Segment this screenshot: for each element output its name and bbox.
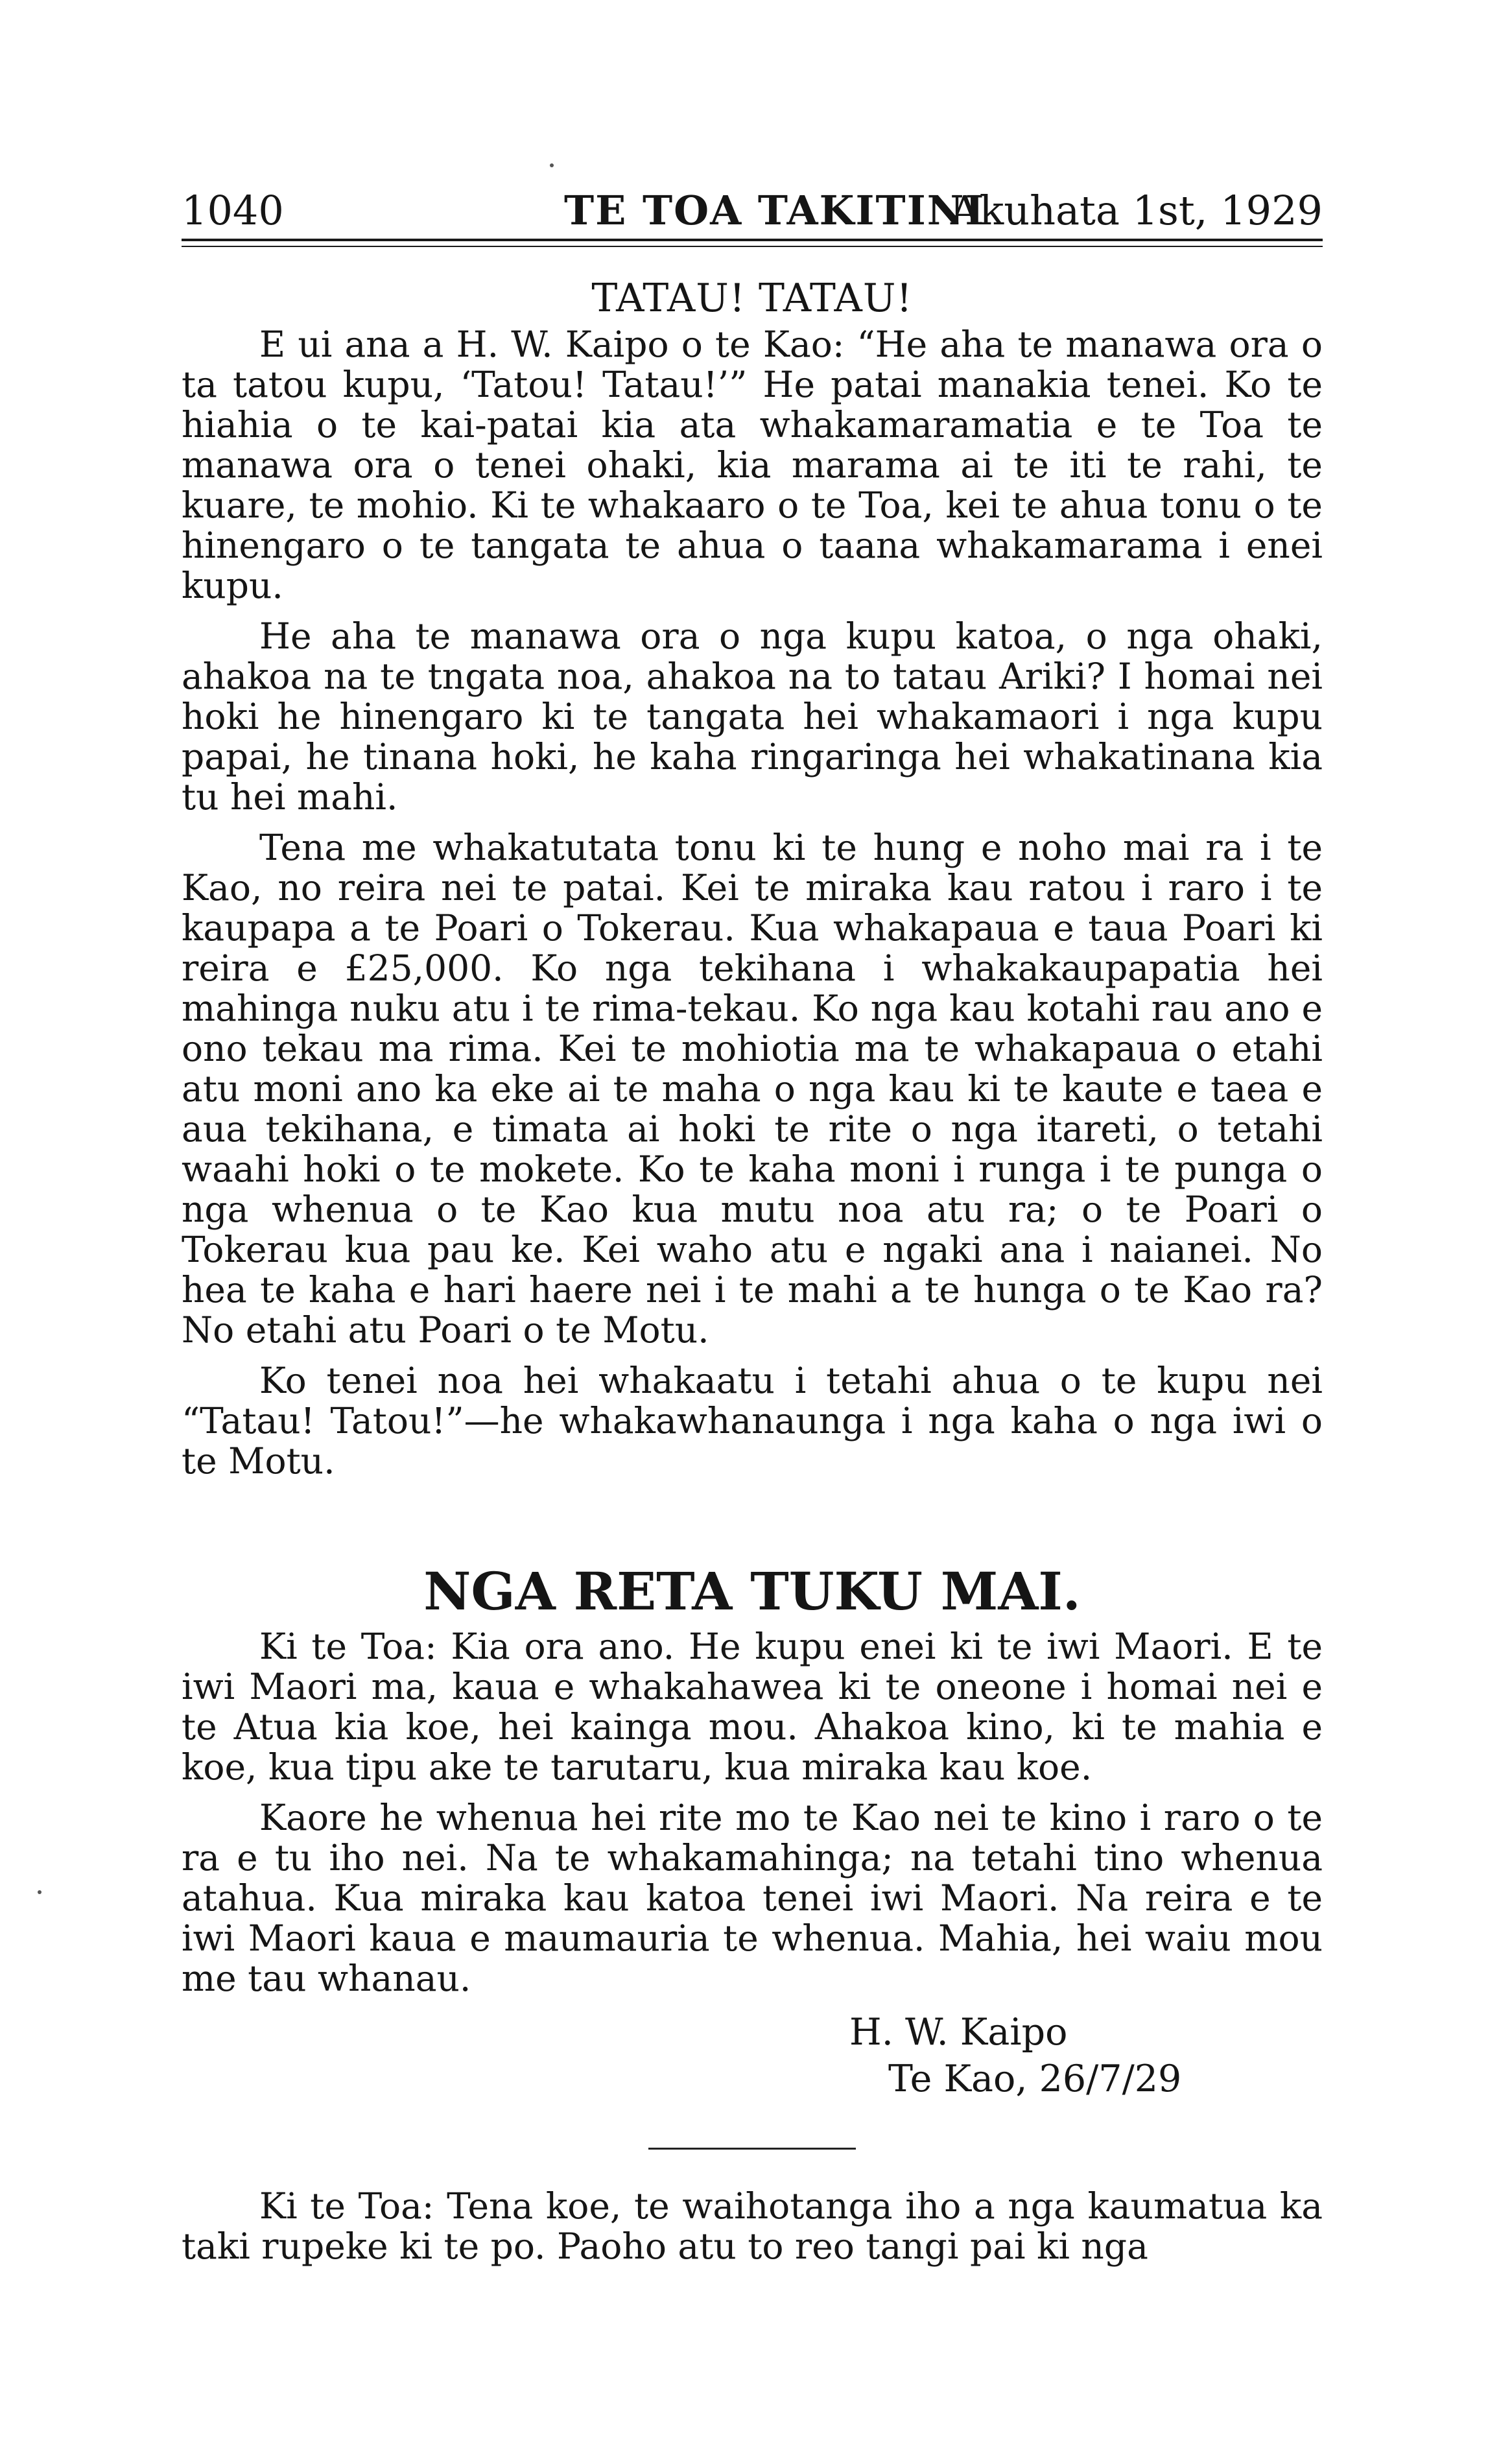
article-paragraph: He aha te manawa ora o nga kupu katoa, o nga ohaki, ahakoa na te tngata noa, ahakoa na to tatau Ariki? I homai nei hoki he hinengaro ki te tangata hei whakamaori i nga kupu papai, he tinana hoki, he kaha ringaringa hei whakatinana kia tu hei mahi. [182, 615, 1323, 818]
article-letters [182, 1559, 1323, 2102]
print-speck [38, 1890, 41, 1894]
page-number: 1040 [182, 187, 284, 234]
letter-paragraph: Ki te Toa: Kia ora ano. He kupu enei ki te iwi Maori. E te iwi Maori ma, kaua e whakahawea ki te oneone i homai nei e te Atua kia koe, hei kainga mou. Ahakoa kino, ki te mahia e koe, kua tipu ake te tarutaru, kua miraka kau koe. [182, 1626, 1323, 1788]
section-divider [648, 2148, 856, 2150]
article-paragraph: Ko tenei noa hei whakaatu i tetahi ahua o te kupu nei “Tatau! Tatou!”—he whakawhanaunga i nga kaha o nga iwi o te Motu. [182, 1360, 1323, 1482]
running-head [182, 185, 1323, 237]
journal-title: TE TOA TAKITINI [564, 187, 986, 234]
header-rule [182, 246, 1323, 247]
article-paragraph: Tena me whakatutata tonu ki te hung e noho mai ra i te Kao, no reira nei te patai. Kei te miraka kau ratou i raro i te kaupapa a te Poari o Tokerau. Kua whakapaua e taua Poari ki reira e £25,000. Ko nga tekihana i whakakaupapatia hei mahinga nuku atu i te rima-tekau. Ko nga kau kotahi rau ano e ono tekau ma rima. Kei te mohiotia ma te whakapaua o etahi atu moni ano ka eke ai te maha o nga kau ki te kaute e taea e aua tekihana, e timata ai hoki te rite o nga itareti, o tetahi waahi hoki o te mokete. Ko te kaha moni i runga i te punga o nga whenua o te Kao kua mutu noa atu ra; o te Poari o Tokerau kua pau ke. Kei waho atu e ngaki ana i naianei. No hea te kaha e hari haere nei i te mahi a te hunga o te Kao ra? No etahi atu Poari o te Motu. [182, 827, 1323, 1351]
section-title: NGA RETA TUKU MAI. [423, 1561, 1081, 1622]
article-letter-two [182, 2186, 1323, 2266]
header-rule [182, 239, 1323, 241]
issue-date: Akuhata 1st, 1929 [950, 187, 1323, 234]
article-paragraph: E ui ana a H. W. Kaipo o te Kao: “He aha te manawa ora o ta tatou kupu, ‘Tatou! Tatau!’” He patai manakia tenei. Ko te hiahia o te kai-patai kia ata whakamaramatia e te Toa te manawa ora o tenei ohaki, kia marama ai te iti te rahi, te kuare, te mohio. Ki te whakaaro o te Toa, kei te ahua tonu o te hinengaro o te tangata te ahua o taana whakamarama i enei kupu. [182, 324, 1323, 606]
letter-paragraph: Kaore he whenua hei rite mo te Kao nei te kino i raro o te ra e tu iho nei. Na te whakamahinga; na tetahi tino whenua atahua. Kua miraka kau katoa tenei iwi Maori. Na reira e te iwi Maori kaua e maumauria te whenua. Mahia, hei waiu mou me tau whanau. [182, 1797, 1323, 1999]
signature-place-date: Te Kao, 26/7/29 [888, 2058, 1182, 2100]
print-speck [550, 163, 554, 167]
letter-paragraph: Ki te Toa: Tena koe, te waihotanga iho a nga kaumatua ka taki rupeke ki te po. Paoho atu to reo tangi pai ki nga [182, 2185, 1323, 2267]
signature-name: H. W. Kaipo [849, 2011, 1068, 2054]
article-title: TATAU! TATAU! [591, 276, 913, 321]
article-tatau [182, 272, 1323, 1481]
text-column [182, 272, 1323, 2277]
